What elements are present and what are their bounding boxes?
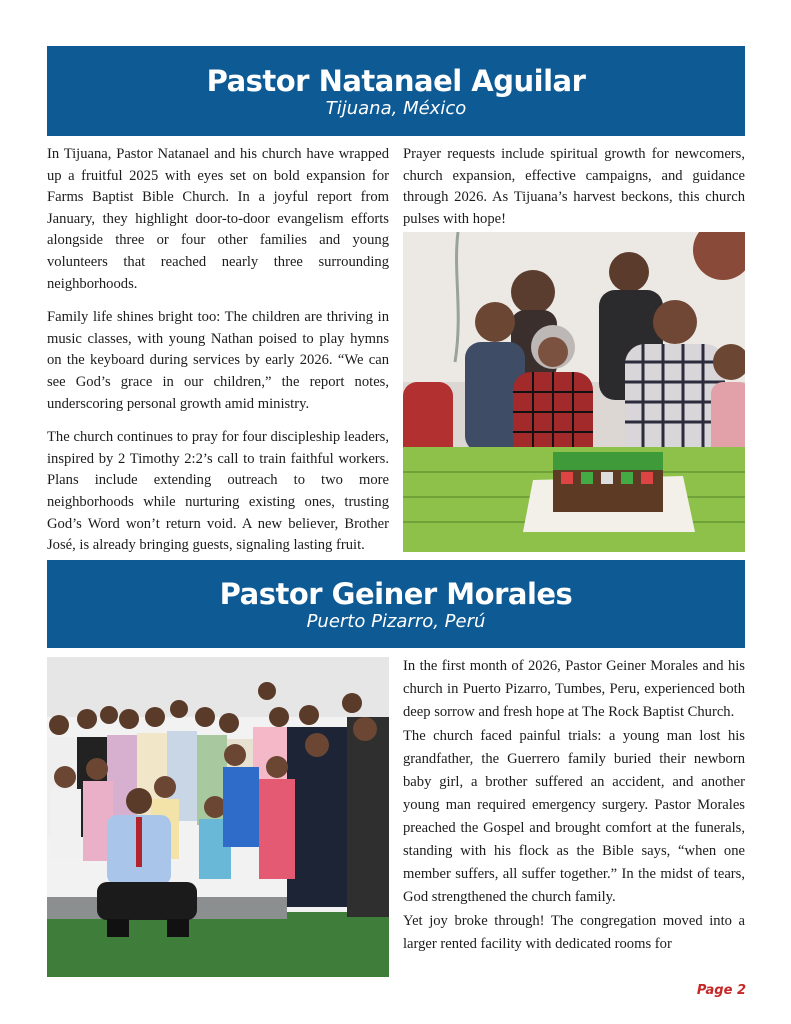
section-title: Pastor Geiner Morales — [219, 577, 573, 611]
article-paragraph: Family life shines bright too: The children are thriving in music classes, with young Nathan poised to play hymns on the keyboard during services by early 2026. “We can see God’s grace in our children,” the report notes, underscoring personal growth amid ministry. — [47, 309, 389, 412]
article-paragraph: The church continues to pray for four discipleship leaders, inspired by 2 Timothy 2:2’s call to train faithful workers. Plans include extending outreach to two more neighborhoods while nurturing existing ones, trusting God’s Word won’t return void. A new believer, Brother José, is already bringing guests, signaling lasting fruit. — [47, 429, 389, 554]
article-paragraph: The church faced painful trials: a young man lost his grandfather, the Guerrero family buried their newborn baby girl, a brother suffered an accident, and another young man required emergency surgery. Pastor Morales preached the Gospel and brought comfort at the funerals, standing with his flock as the Bible says, “when one member suffers, all suffer together.” In the midst of tears, God strengthened the church family. — [403, 728, 745, 905]
section-banner-morales — [47, 560, 745, 648]
section-location: Puerto Pizarro, Perú — [306, 611, 486, 632]
photo-congregation — [47, 657, 389, 977]
photo-children-cake — [403, 232, 745, 552]
article-paragraph: In the first month of 2026, Pastor Geiner Morales and his church in Puerto Pizarro, Tumbes, Peru, experienced both deep sorrow and fresh hope at The Rock Baptist Church. — [403, 658, 745, 720]
page-number: Page 2 — [696, 983, 746, 998]
photo-illustration — [47, 657, 389, 977]
section-banner-aguilar — [47, 46, 745, 136]
article-column-left — [47, 144, 389, 557]
article-column-right-2 — [403, 655, 745, 956]
section-location: Tijuana, México — [325, 98, 467, 119]
article-paragraph: Prayer requests include spiritual growth for newcomers, church expansion, effective campaigns, and guidance through 2026. As Tijuana’s harvest beckons, this church pulses with hope! — [403, 146, 745, 227]
section-title: Pastor Natanael Aguilar — [206, 64, 586, 98]
article-paragraph: Yet joy broke through! The congregation moved into a larger rented facility with dedicated rooms for — [403, 913, 745, 952]
article-column-right — [403, 144, 745, 230]
photo-illustration — [403, 232, 745, 552]
article-paragraph: In Tijuana, Pastor Natanael and his church have wrapped up a fruitful 2025 with eyes set on bold expansion for Farms Baptist Bible Church. In a joyful report from January, they highlight door-to-door evangelism efforts alongside three or four other families and young volunteers that reached nearly three surrounding neighborhoods. — [47, 146, 389, 292]
